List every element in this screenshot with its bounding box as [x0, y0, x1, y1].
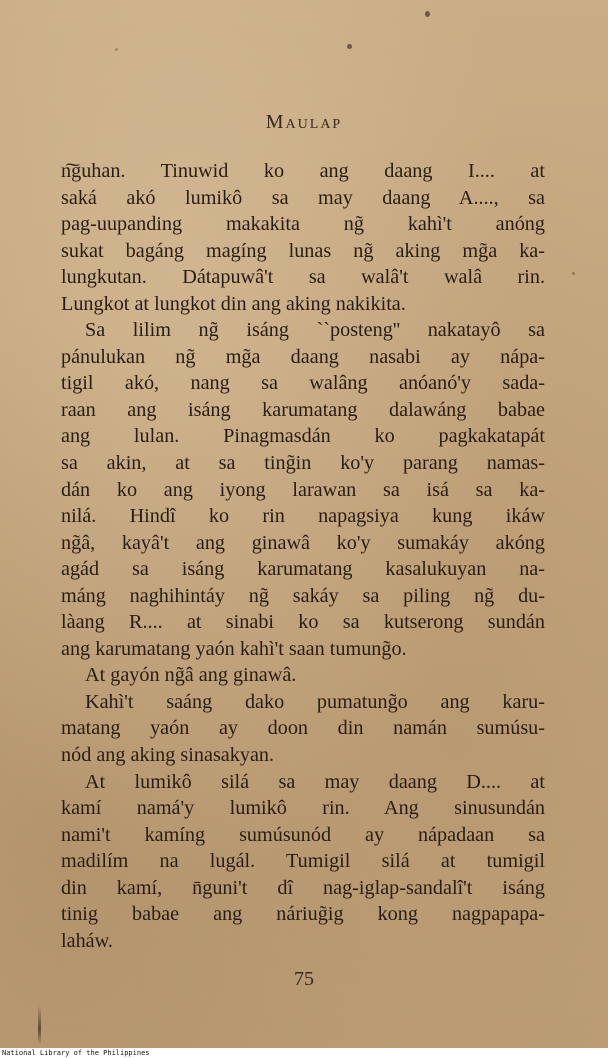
text-line: matang yaón ay doon din namán sumúsu- — [61, 717, 545, 740]
page-number: 75 — [294, 968, 314, 990]
ink-speck — [347, 44, 352, 49]
text-line: nód ang aking sinasakyan. — [61, 744, 275, 767]
text-line: pag-uupanding makakita ng̃ kahì't anóng — [61, 213, 545, 236]
text-line: n͠guhan. Tinuwid ko ang daang I.... at — [61, 160, 545, 182]
text-line: ang karumatang yaón kahì't saan tumung̃o. — [61, 637, 407, 660]
text-line: Sa lilim ng̃ isáng ``posteng'' nakatayô sa — [85, 319, 545, 342]
text-line: Lungkot at lungkot din ang aking nakikita. — [61, 292, 406, 315]
body-text — [61, 158, 545, 954]
text-line: máng naghihintáy ng̃ sakáy sa piling ng̃ du- — [61, 584, 545, 607]
text-line: At lumikô silá sa may daang D.... at — [85, 770, 545, 793]
text-line: pánulukan ng̃ mg̃a daang nasabi ay nápa- — [61, 345, 545, 368]
text-line: tigil akó, nang sa walâng anóanó'y sada- — [61, 372, 545, 395]
text-line: kamí namá'y lumikô rin. Ang sinusundán — [61, 797, 545, 820]
text-line: tinig babae ang náriug̃ig kong nagpapapa- — [61, 903, 545, 926]
text-line: raan ang isáng karumatang dalawáng babae — [61, 398, 545, 421]
text-line: làang R.... at sinabi ko sa kutserong sundán — [61, 611, 545, 634]
text-line: At gayón ng̃â ang ginawâ. — [85, 664, 297, 687]
footer-credit: National Library of the Philippines — [2, 1049, 150, 1057]
text-line: agád sa isáng karumatang kasalukuyan na- — [61, 558, 545, 581]
text-line: sukat bagáng magíng lunas ng̃ aking mg̃a ka- — [61, 239, 545, 262]
text-line: madilím na lugál. Tumigil silá at tumigil — [61, 850, 545, 873]
text-line: ang lulan. Pinagmasdán ko pagkakatapát — [61, 425, 545, 448]
text-line: din kamí, n̄guni't dî nag-iglap-sandalî't isáng — [61, 876, 545, 899]
text-line: dán ko ang iyong larawan sa isá sa ka- — [61, 478, 545, 501]
text-line: Kahì't saáng dako pumatung̃o ang karu- — [85, 690, 545, 713]
running-head: Maulap — [265, 111, 343, 133]
margin-mark — [38, 1005, 41, 1045]
ink-speck — [115, 48, 118, 51]
text-line: nilá. Hindî ko rin napagsiya kung ikáw — [61, 505, 545, 528]
text-line: ng̃â, kayâ't ang ginawâ ko'y sumakáy akóng — [61, 531, 545, 554]
text-line: saká akó lumikô sa may daang A...., sa — [61, 186, 545, 209]
footer-credit-bar — [0, 1048, 608, 1058]
ink-speck — [425, 11, 430, 17]
text-line: lungkutan. Dátapuwâ't sa walâ't walâ rin. — [61, 266, 545, 289]
ink-speck — [572, 272, 575, 275]
text-line: laháw. — [61, 929, 113, 952]
text-line: sa akin, at sa ting̃in ko'y parang namas- — [61, 452, 545, 475]
text-line: nami't kamíng sumúsunód ay nápadaan sa — [61, 823, 545, 846]
